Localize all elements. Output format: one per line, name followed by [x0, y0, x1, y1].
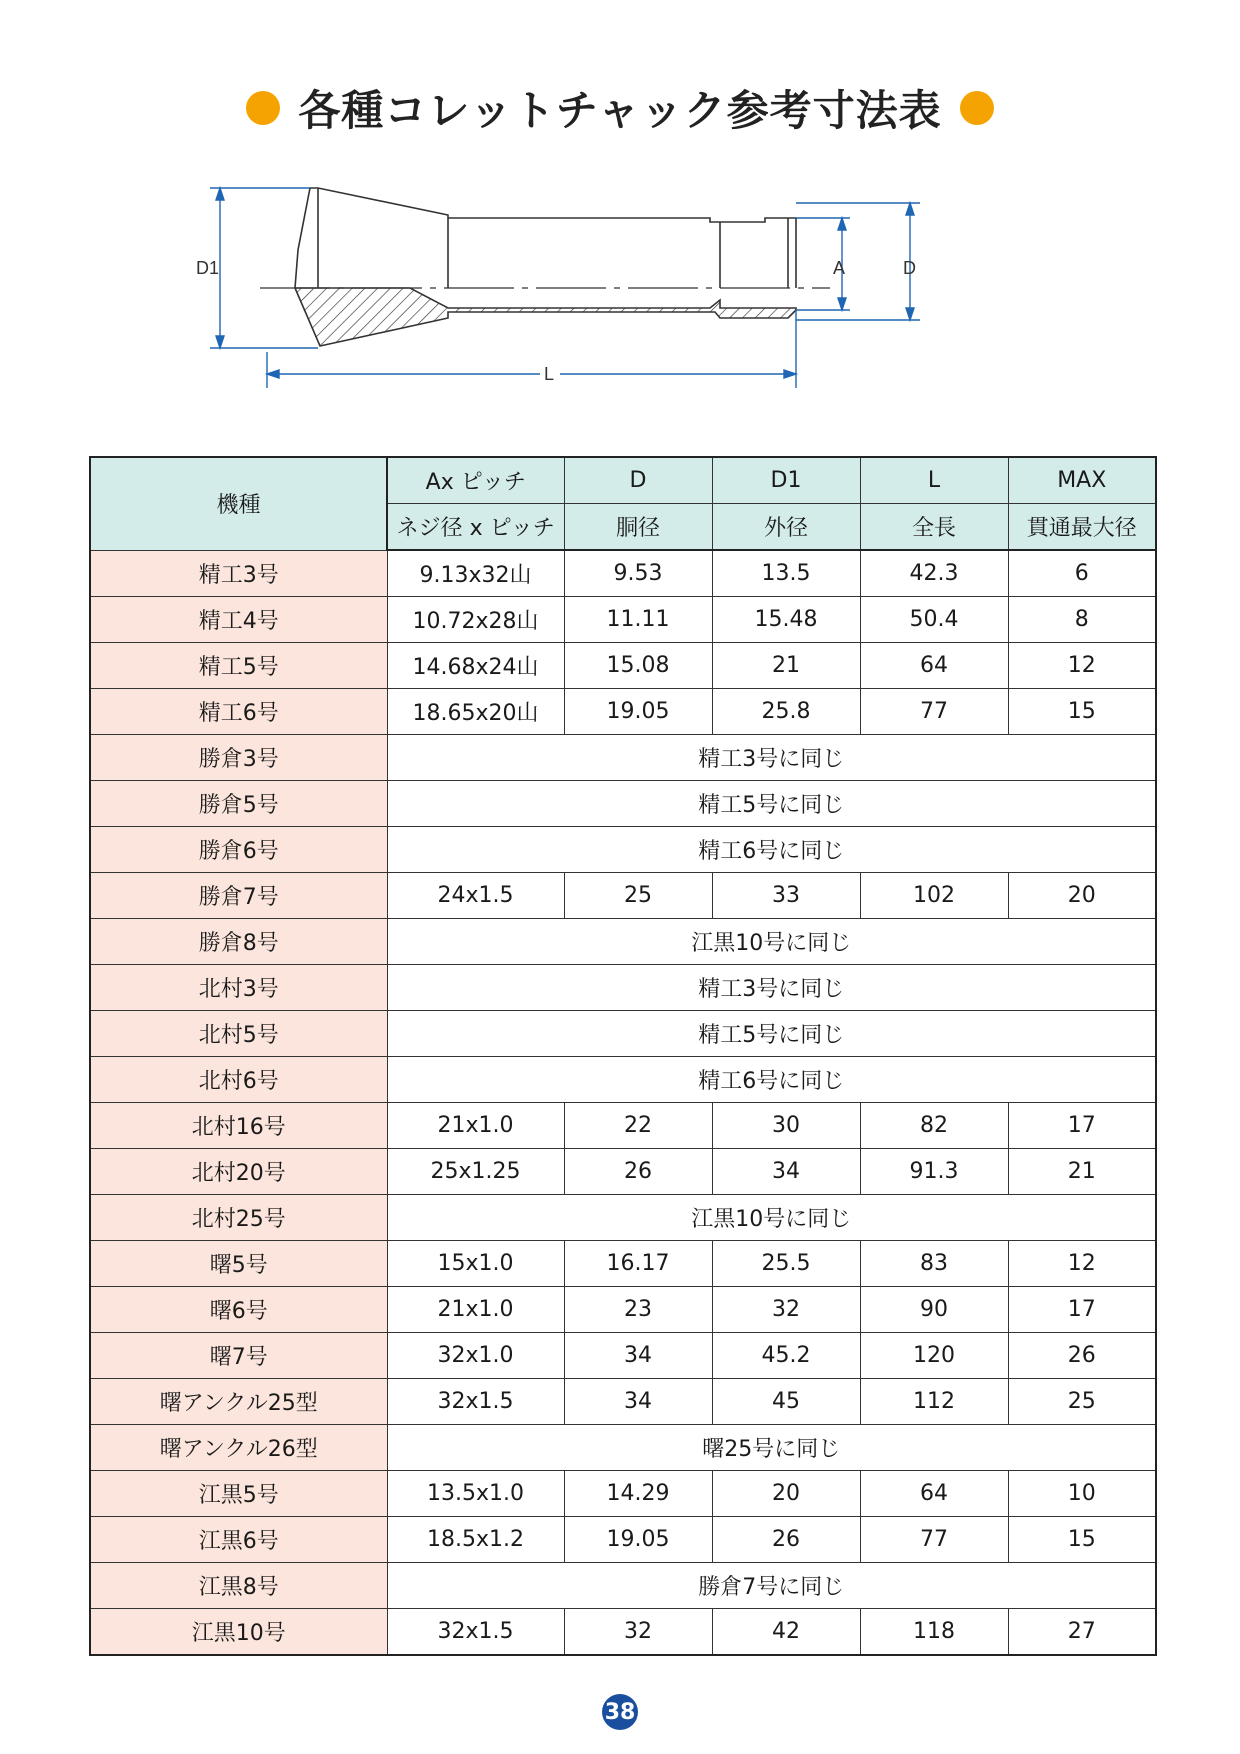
header-top: D1 — [712, 457, 860, 504]
table-row — [90, 1057, 1156, 1103]
header-top: L — [860, 457, 1008, 504]
same-as-cell: 精工3号に同じ — [387, 735, 1156, 781]
value-cell: 77 — [860, 689, 1008, 735]
page-title-text: 各種コレットチャック参考寸法表 — [298, 86, 942, 135]
header-sub: 胴径 — [564, 504, 712, 551]
table-row — [90, 965, 1156, 1011]
value-cell: 12 — [1008, 1241, 1156, 1287]
model-cell: 精工6号 — [90, 689, 387, 735]
model-cell: 曙7号 — [90, 1333, 387, 1379]
value-cell: 17 — [1008, 1103, 1156, 1149]
value-cell: 45.2 — [712, 1333, 860, 1379]
model-cell: 曙6号 — [90, 1287, 387, 1333]
header-sub: 貫通最大径 — [1008, 504, 1156, 551]
value-cell: 23 — [564, 1287, 712, 1333]
same-as-cell: 精工5号に同じ — [387, 781, 1156, 827]
label-d: D — [903, 258, 916, 278]
value-cell: 34 — [712, 1149, 860, 1195]
value-cell: 64 — [860, 643, 1008, 689]
value-cell: 102 — [860, 873, 1008, 919]
model-cell: 精工5号 — [90, 643, 387, 689]
value-cell: 8 — [1008, 597, 1156, 643]
label-l: L — [544, 364, 555, 384]
value-cell: 13.5x1.0 — [387, 1471, 564, 1517]
model-cell: 江黒5号 — [90, 1471, 387, 1517]
value-cell: 120 — [860, 1333, 1008, 1379]
table-row — [90, 1379, 1156, 1425]
model-cell: 江黒8号 — [90, 1563, 387, 1609]
value-cell: 12 — [1008, 643, 1156, 689]
value-cell: 77 — [860, 1517, 1008, 1563]
model-cell: 勝倉6号 — [90, 827, 387, 873]
value-cell: 20 — [712, 1471, 860, 1517]
value-cell: 32x1.5 — [387, 1379, 564, 1425]
value-cell: 21 — [712, 643, 860, 689]
value-cell: 25x1.25 — [387, 1149, 564, 1195]
value-cell: 21 — [1008, 1149, 1156, 1195]
same-as-cell: 江黒10号に同じ — [387, 919, 1156, 965]
value-cell: 21x1.0 — [387, 1287, 564, 1333]
same-as-cell: 精工6号に同じ — [387, 827, 1156, 873]
table-row — [90, 873, 1156, 919]
model-cell: 精工4号 — [90, 597, 387, 643]
value-cell: 32 — [564, 1609, 712, 1656]
model-cell: 勝倉8号 — [90, 919, 387, 965]
value-cell: 25.8 — [712, 689, 860, 735]
table-row — [90, 1563, 1156, 1609]
value-cell: 27 — [1008, 1609, 1156, 1656]
same-as-cell: 精工5号に同じ — [387, 1011, 1156, 1057]
model-cell: 北村6号 — [90, 1057, 387, 1103]
value-cell: 25.5 — [712, 1241, 860, 1287]
same-as-cell: 曙25号に同じ — [387, 1425, 1156, 1471]
table-row — [90, 1149, 1156, 1195]
header-model: 機種 — [90, 457, 387, 550]
table-row — [90, 643, 1156, 689]
value-cell: 32x1.5 — [387, 1609, 564, 1656]
value-cell: 9.13x32山 — [387, 550, 564, 597]
value-cell: 34 — [564, 1379, 712, 1425]
table-row — [90, 1609, 1156, 1656]
value-cell: 26 — [564, 1149, 712, 1195]
hatched-section — [295, 288, 796, 346]
same-as-cell: 勝倉7号に同じ — [387, 1563, 1156, 1609]
value-cell: 15 — [1008, 1517, 1156, 1563]
value-cell: 14.29 — [564, 1471, 712, 1517]
label-d1: D1 — [196, 258, 220, 278]
table-row — [90, 550, 1156, 597]
model-cell: 精工3号 — [90, 550, 387, 597]
model-cell: 江黒6号 — [90, 1517, 387, 1563]
model-cell: 北村20号 — [90, 1149, 387, 1195]
value-cell: 45 — [712, 1379, 860, 1425]
header-sub: 全長 — [860, 504, 1008, 551]
model-cell: 勝倉5号 — [90, 781, 387, 827]
table-row — [90, 827, 1156, 873]
value-cell: 32 — [712, 1287, 860, 1333]
same-as-cell: 精工3号に同じ — [387, 965, 1156, 1011]
table-row — [90, 1103, 1156, 1149]
value-cell: 90 — [860, 1287, 1008, 1333]
same-as-cell: 精工6号に同じ — [387, 1057, 1156, 1103]
collet-diagram — [196, 188, 1010, 418]
value-cell: 18.65x20山 — [387, 689, 564, 735]
header-top: D — [564, 457, 712, 504]
value-cell: 17 — [1008, 1287, 1156, 1333]
model-cell: 曙アンクル25型 — [90, 1379, 387, 1425]
value-cell: 15.48 — [712, 597, 860, 643]
model-cell: 北村3号 — [90, 965, 387, 1011]
header-sub: ネジ径 x ピッチ — [387, 504, 564, 551]
value-cell: 18.5x1.2 — [387, 1517, 564, 1563]
table-row — [90, 1333, 1156, 1379]
table-row — [90, 781, 1156, 827]
spec-table-body — [90, 550, 1156, 1655]
value-cell: 42.3 — [860, 550, 1008, 597]
table-row — [90, 735, 1156, 781]
value-cell: 11.11 — [564, 597, 712, 643]
value-cell: 6 — [1008, 550, 1156, 597]
model-cell: 勝倉7号 — [90, 873, 387, 919]
value-cell: 32x1.0 — [387, 1333, 564, 1379]
value-cell: 30 — [712, 1103, 860, 1149]
value-cell: 15.08 — [564, 643, 712, 689]
value-cell: 21x1.0 — [387, 1103, 564, 1149]
spec-table — [89, 456, 1157, 1656]
table-row — [90, 1471, 1156, 1517]
value-cell: 19.05 — [564, 1517, 712, 1563]
value-cell: 9.53 — [564, 550, 712, 597]
model-cell: 曙アンクル26型 — [90, 1425, 387, 1471]
value-cell: 25 — [564, 873, 712, 919]
value-cell: 24x1.5 — [387, 873, 564, 919]
table-row — [90, 919, 1156, 965]
value-cell: 13.5 — [712, 550, 860, 597]
value-cell: 112 — [860, 1379, 1008, 1425]
table-row — [90, 1517, 1156, 1563]
value-cell: 33 — [712, 873, 860, 919]
table-row — [90, 597, 1156, 643]
value-cell: 14.68x24山 — [387, 643, 564, 689]
table-row — [90, 1287, 1156, 1333]
table-row — [90, 689, 1156, 735]
table-row — [90, 1011, 1156, 1057]
value-cell: 91.3 — [860, 1149, 1008, 1195]
header-top: MAX — [1008, 457, 1156, 504]
value-cell: 118 — [860, 1609, 1008, 1656]
value-cell: 10 — [1008, 1471, 1156, 1517]
value-cell: 64 — [860, 1471, 1008, 1517]
value-cell: 34 — [564, 1333, 712, 1379]
value-cell: 50.4 — [860, 597, 1008, 643]
value-cell: 19.05 — [564, 689, 712, 735]
value-cell: 26 — [1008, 1333, 1156, 1379]
value-cell: 26 — [712, 1517, 860, 1563]
value-cell: 42 — [712, 1609, 860, 1656]
orange-dot-icon — [960, 91, 994, 125]
value-cell: 83 — [860, 1241, 1008, 1287]
same-as-cell: 江黒10号に同じ — [387, 1195, 1156, 1241]
table-row — [90, 1241, 1156, 1287]
page-title — [0, 78, 1240, 138]
label-a: A — [833, 258, 846, 278]
table-row — [90, 1425, 1156, 1471]
model-cell: 北村5号 — [90, 1011, 387, 1057]
model-cell: 北村25号 — [90, 1195, 387, 1241]
model-cell: 勝倉3号 — [90, 735, 387, 781]
value-cell: 22 — [564, 1103, 712, 1149]
model-cell: 江黒10号 — [90, 1609, 387, 1656]
value-cell: 20 — [1008, 873, 1156, 919]
value-cell: 15x1.0 — [387, 1241, 564, 1287]
value-cell: 25 — [1008, 1379, 1156, 1425]
value-cell: 16.17 — [564, 1241, 712, 1287]
page-number: 38 — [602, 1694, 638, 1730]
model-cell: 曙5号 — [90, 1241, 387, 1287]
model-cell: 北村16号 — [90, 1103, 387, 1149]
orange-dot-icon — [246, 91, 280, 125]
header-sub: 外径 — [712, 504, 860, 551]
value-cell: 10.72x28山 — [387, 597, 564, 643]
value-cell: 15 — [1008, 689, 1156, 735]
value-cell: 82 — [860, 1103, 1008, 1149]
header-top: Ax ピッチ — [387, 457, 564, 504]
table-row — [90, 1195, 1156, 1241]
